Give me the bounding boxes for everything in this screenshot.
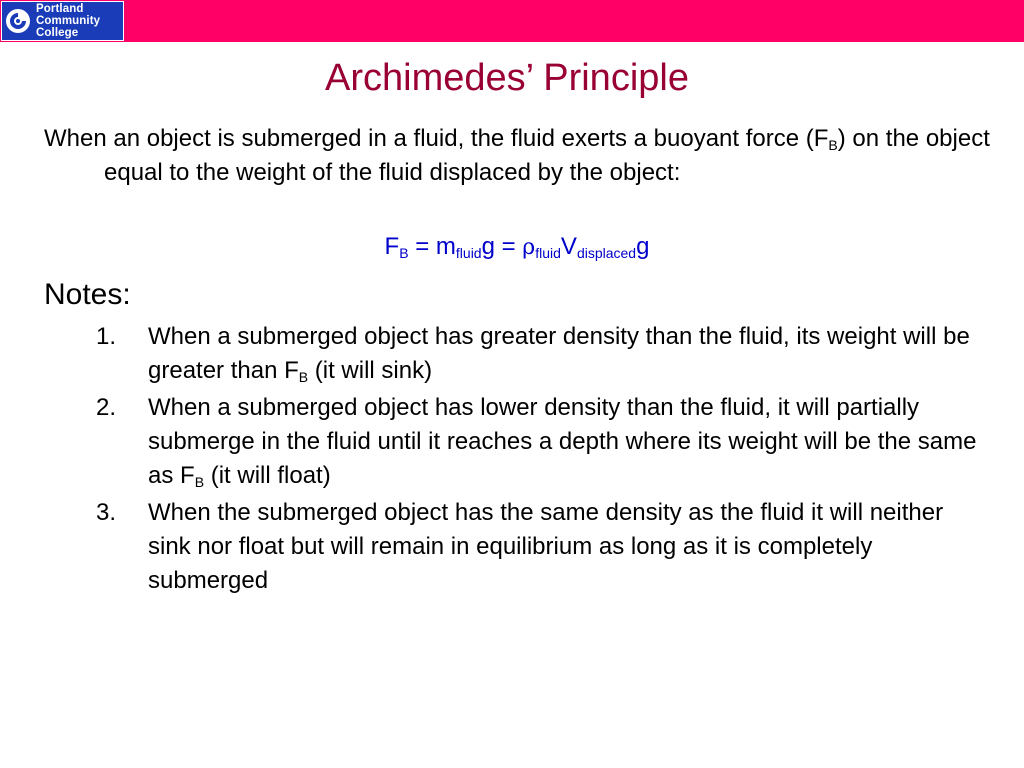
header-bar — [0, 0, 1024, 42]
formula-f: F — [384, 233, 400, 260]
spiral-logo-icon — [5, 8, 31, 34]
formula-g-equals: g = — [481, 233, 523, 260]
formula-v-subscript: displaced — [576, 245, 637, 261]
formula-f-subscript: B — [399, 245, 409, 261]
formula-v: V — [560, 233, 577, 260]
slide-title: Archimedes’ Principle — [325, 57, 689, 99]
notes-heading: Notes: — [44, 278, 131, 311]
formula-rho-subscript: fluid — [535, 245, 561, 261]
logo-text — [36, 3, 100, 39]
note-text-3: When the submerged object has the same density as the fluid it will neither sink nor float but will remain in equilibrium as long as it is completely submerged — [148, 499, 944, 594]
formula-equals-m: = m — [408, 233, 456, 260]
note-number-2: 2. — [96, 394, 117, 421]
logo-line-1: Portland — [36, 3, 84, 15]
logo-line-3: College — [36, 27, 79, 39]
intro-paragraph — [44, 122, 1014, 190]
note-item-3 — [0, 496, 978, 598]
note-number-1: 1. — [96, 323, 117, 350]
note-2-subscript: B — [194, 474, 205, 490]
note-text-2-start: When a submerged object has lower density than the fluid, it will partially submerge in the fluid until it reaches a depth where its weight will be the same as F — [148, 394, 977, 489]
intro-subscript: B — [828, 137, 838, 153]
logo-line-2: Community — [36, 15, 101, 27]
formula-g: g — [636, 233, 650, 260]
note-item-1 — [0, 320, 978, 388]
note-item-2 — [0, 391, 978, 493]
note-text-2-end: (it will float) — [204, 462, 331, 489]
college-logo — [1, 1, 124, 41]
formula-rho: ρ — [522, 235, 536, 260]
note-number-3: 3. — [96, 499, 117, 526]
note-1-subscript: B — [298, 369, 309, 385]
note-text-1-start: When a submerged object has greater density than the fluid, its weight will be greater than F — [148, 323, 970, 384]
notes-list — [0, 320, 1024, 601]
formula-m-subscript: fluid — [455, 245, 482, 261]
intro-text-start: When an object is submerged in a fluid, the fluid exerts a buoyant force (F — [44, 125, 829, 152]
intro-text-end: ) on the object equal to the weight of the fluid displaced by the object: — [104, 125, 990, 186]
note-text-1-end: (it will sink) — [308, 357, 433, 384]
buoyancy-formula — [0, 230, 1024, 265]
